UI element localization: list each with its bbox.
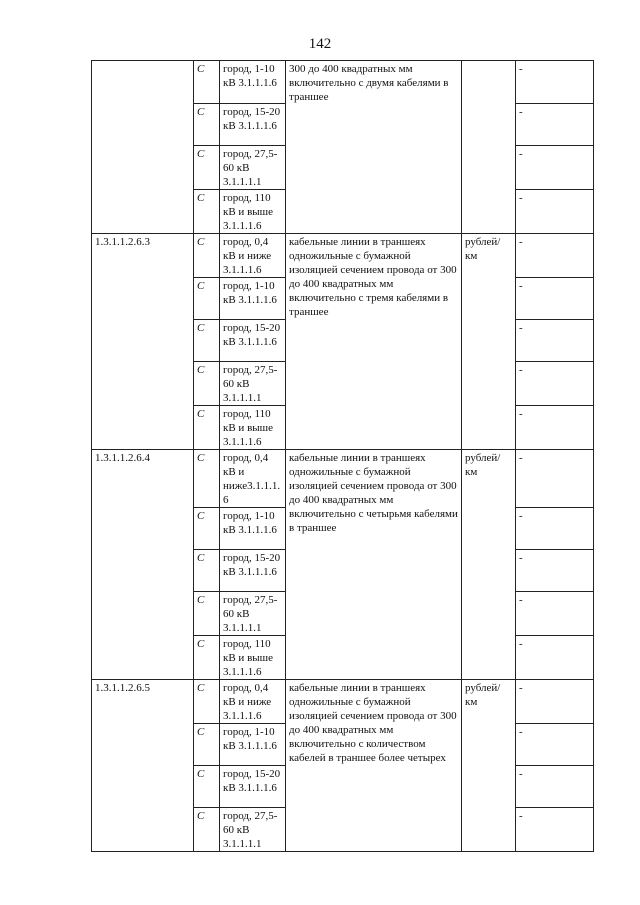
- row-category: С: [194, 406, 220, 450]
- row-location: город, 27,5-60 кВ 3.1.1.1.1: [220, 592, 286, 636]
- row-value: -: [516, 766, 594, 808]
- row-category: С: [194, 362, 220, 406]
- row-location: город, 27,5-60 кВ 3.1.1.1.1: [220, 362, 286, 406]
- row-category: С: [194, 190, 220, 234]
- row-location: город, 1-10 кВ 3.1.1.1.6: [220, 278, 286, 320]
- row-category: С: [194, 278, 220, 320]
- row-value: -: [516, 146, 594, 190]
- row-value: -: [516, 190, 594, 234]
- row-category: С: [194, 592, 220, 636]
- row-value: -: [516, 104, 594, 146]
- row-location: город, 15-20 кВ 3.1.1.1.6: [220, 104, 286, 146]
- row-description: кабельные линии в траншеях одножильные с бумажной изоляцией сечением провода от 300 до 400 квадратных мм включительно с количеством кабелей в траншее более четырех: [286, 680, 462, 852]
- tariff-table: [91, 60, 594, 852]
- row-location: город, 15-20 кВ 3.1.1.1.6: [220, 320, 286, 362]
- table-row: [92, 680, 594, 724]
- row-category: С: [194, 766, 220, 808]
- row-code: [92, 61, 194, 234]
- row-code: 1.3.1.1.2.6.5: [92, 680, 194, 852]
- row-location: город, 0,4 кВ и ниже 3.1.1.1.6: [220, 680, 286, 724]
- table-row: [92, 234, 594, 278]
- row-category: С: [194, 320, 220, 362]
- row-category: С: [194, 808, 220, 852]
- row-unit: [462, 61, 516, 234]
- row-description: кабельные линии в траншеях одножильные с бумажной изоляцией сечением провода от 300 до 400 квадратных мм включительно с тремя кабелями в траншее: [286, 234, 462, 450]
- row-value: -: [516, 680, 594, 724]
- row-category: С: [194, 550, 220, 592]
- row-location: город, 15-20 кВ 3.1.1.1.6: [220, 766, 286, 808]
- row-value: -: [516, 550, 594, 592]
- row-location: город, 27,5-60 кВ 3.1.1.1.1: [220, 808, 286, 852]
- row-value: -: [516, 636, 594, 680]
- row-code: 1.3.1.1.2.6.3: [92, 234, 194, 450]
- row-category: С: [194, 146, 220, 190]
- row-location: город, 110 кВ и выше 3.1.1.1.6: [220, 190, 286, 234]
- row-location: город, 1-10 кВ 3.1.1.1.6: [220, 724, 286, 766]
- row-category: С: [194, 450, 220, 508]
- table-row: [92, 61, 594, 104]
- row-value: -: [516, 234, 594, 278]
- row-value: -: [516, 362, 594, 406]
- row-unit: рублей/км: [462, 450, 516, 680]
- row-category: С: [194, 61, 220, 104]
- row-unit: рублей/км: [462, 680, 516, 852]
- row-location: город, 0,4 кВ и ниже 3.1.1.1.6: [220, 234, 286, 278]
- row-category: С: [194, 508, 220, 550]
- row-location: город, 0,4 кВ и ниже3.1.1.1.6: [220, 450, 286, 508]
- row-description: кабельные линии в траншеях одножильные с бумажной изоляцией сечением провода от 300 до 400 квадратных мм включительно с четырьмя кабелями в траншее: [286, 450, 462, 680]
- row-unit: рублей/км: [462, 234, 516, 450]
- row-value: -: [516, 278, 594, 320]
- row-category: С: [194, 636, 220, 680]
- row-value: -: [516, 406, 594, 450]
- row-location: город, 1-10 кВ 3.1.1.1.6: [220, 61, 286, 104]
- row-category: С: [194, 234, 220, 278]
- row-category: С: [194, 724, 220, 766]
- row-value: -: [516, 61, 594, 104]
- row-location: город, 110 кВ и выше 3.1.1.1.6: [220, 406, 286, 450]
- row-value: -: [516, 808, 594, 852]
- row-location: город, 27,5-60 кВ 3.1.1.1.1: [220, 146, 286, 190]
- row-value: -: [516, 320, 594, 362]
- row-category: С: [194, 680, 220, 724]
- row-value: -: [516, 592, 594, 636]
- table-row: [92, 450, 594, 508]
- row-location: город, 110 кВ и выше 3.1.1.1.6: [220, 636, 286, 680]
- row-value: -: [516, 508, 594, 550]
- page-number: 142: [308, 36, 332, 52]
- row-description: 300 до 400 квадратных мм включительно с двумя кабелями в траншее: [286, 61, 462, 234]
- row-value: -: [516, 724, 594, 766]
- row-value: -: [516, 450, 594, 508]
- row-location: город, 1-10 кВ 3.1.1.1.6: [220, 508, 286, 550]
- row-code: 1.3.1.1.2.6.4: [92, 450, 194, 680]
- row-category: С: [194, 104, 220, 146]
- row-location: город, 15-20 кВ 3.1.1.1.6: [220, 550, 286, 592]
